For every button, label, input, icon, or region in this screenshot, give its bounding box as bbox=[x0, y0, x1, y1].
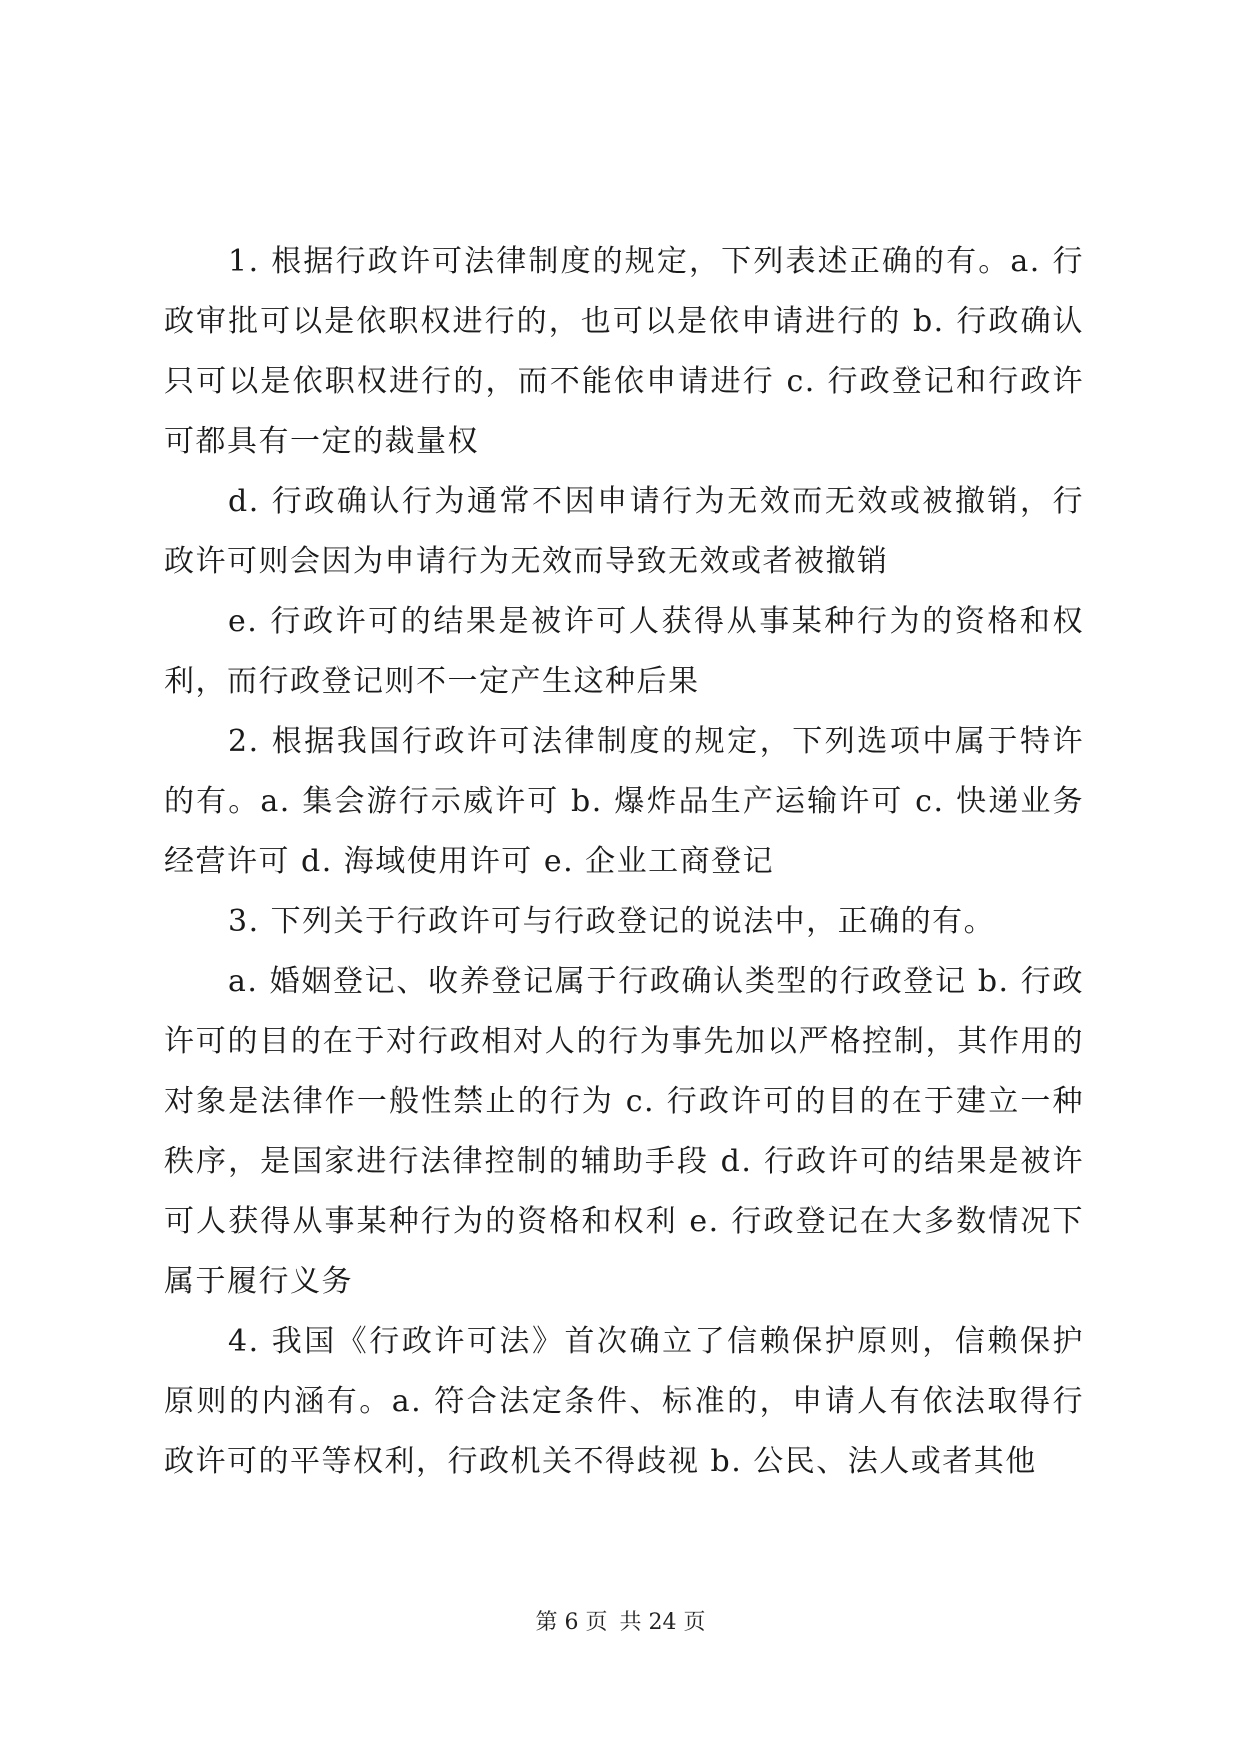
paragraph-q2: 2. 根据我国行政许可法律制度的规定，下列选项中属于特许的有。a. 集会游行示威许可 b. 爆炸品生产运输许可 c. 快递业务经营许可 d. 海域使用许可 e. 企业工商登记 bbox=[164, 724, 1084, 879]
paragraph-q4: 4. 我国《行政许可法》首次确立了信赖保护原则，信赖保护原则的内涵有。a. 符合法定条件、标准的，申请人有依法取得行政许可的平等权利，行政机关不得歧视 b. 公民、法人或者其他 bbox=[164, 1324, 1084, 1479]
paragraph-q3-options: a. 婚姻登记、收养登记属于行政确认类型的行政登记 b. 行政许可的目的在于对行政相对人的行为事先加以严格控制，其作用的对象是法律作一般性禁止的行为 c. 行政许可的目的在于建立一种秩序，是国家进行法律控制的辅助手段 d. 行政许可的结果是被许可人获得从事某种行为的资格和权利 e. 行政登记在大多数情况下属于履行义务 bbox=[164, 964, 1084, 1299]
paragraph-q3: 3. 下列关于行政许可与行政登记的说法中，正确的有。 bbox=[228, 904, 996, 939]
paragraph-q1-option-d: d. 行政确认行为通常不因申请行为无效而无效或被撤销，行政许可则会因为申请行为无效而导致无效或者被撤销 bbox=[164, 484, 1084, 579]
paragraph-q1-option-e: e. 行政许可的结果是被许可人获得从事某种行为的资格和权利，而行政登记则不一定产生这种后果 bbox=[164, 604, 1084, 699]
page-footer bbox=[0, 1608, 1241, 1638]
document-body bbox=[164, 232, 1084, 1492]
page-number: 第 6 页 bbox=[535, 1610, 608, 1635]
paragraph-q1: 1. 根据行政许可法律制度的规定，下列表述正确的有。a. 行政审批可以是依职权进行的，也可以是依申请进行的 b. 行政确认只可以是依职权进行的，而不能依申请进行 c. 行政登记和行政许可都具有一定的裁量权 bbox=[164, 244, 1084, 459]
page-total: 共 24 页 bbox=[619, 1610, 706, 1635]
